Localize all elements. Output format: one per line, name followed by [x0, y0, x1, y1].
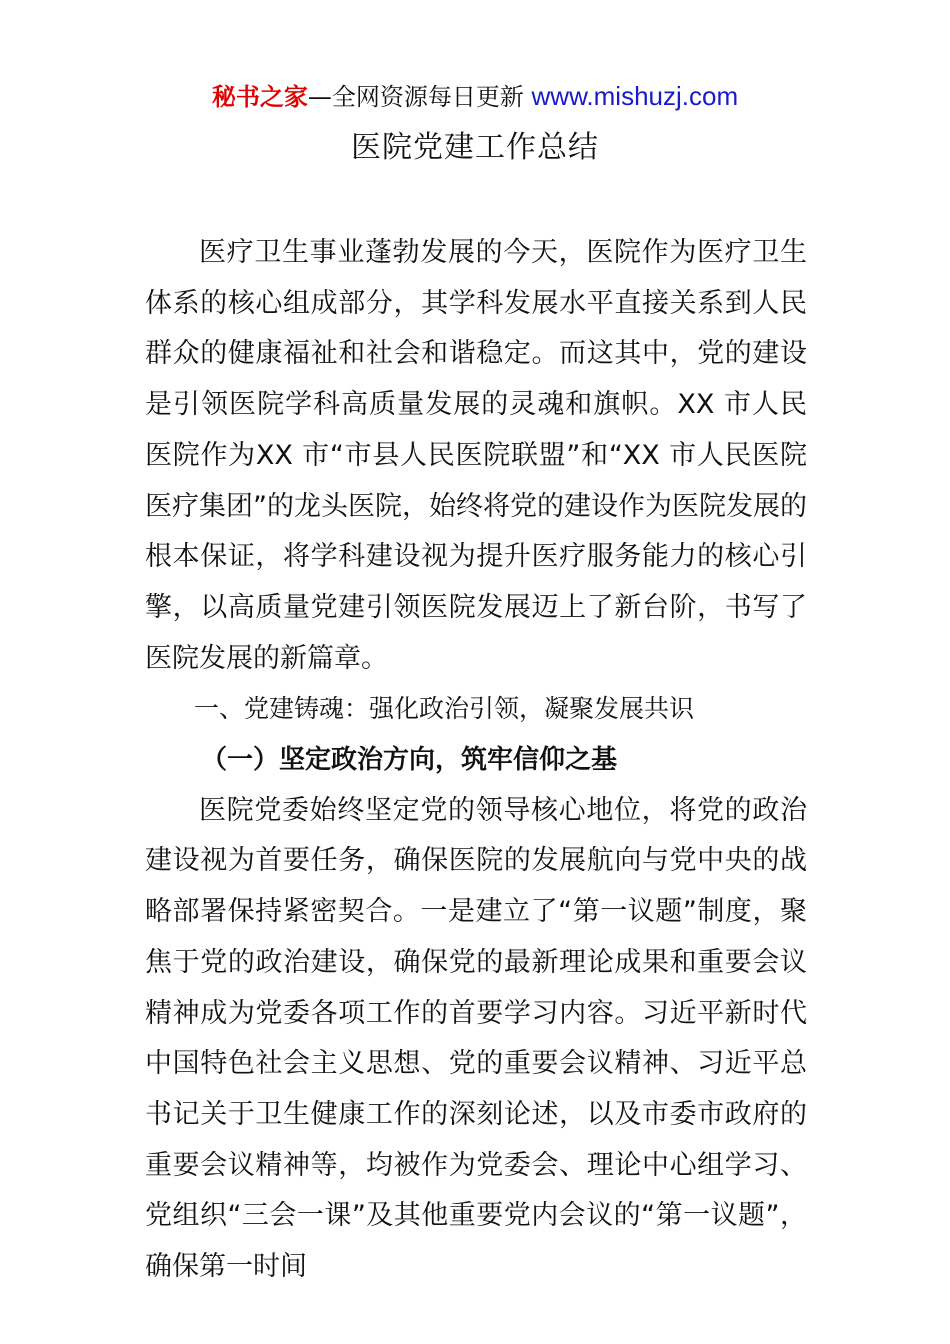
site-header — [0, 80, 950, 113]
header-tagline: —全网资源每日更新 — [307, 83, 524, 111]
section-heading: 一、党建铸魂：强化政治引领，凝聚发展共识 — [194, 694, 695, 724]
subsection-heading: （一）坚定政治方向，筑牢信仰之基 — [201, 745, 618, 776]
document-title: 医院党建工作总结 — [351, 130, 599, 165]
brand-name: 秘书之家 — [211, 83, 308, 111]
intro-paragraph: 医疗卫生事业蓬勃发展的今天，医院作为医疗卫生体系的核心组成部分，其学科发展水平直接关系到人民群众的健康福祉和社会和谐稳定。而这其中，党的建设是引领医院学科高质量发展的灵魂和旗帜。XX 市人民医院作为XX 市“市县人民医院联盟”和“XX 市人民医院医疗集团”的龙头医院，始终将党的建设作为医院发展的根本保证，将学科建设视为提升医疗服务能力的核心引擎，以高质量党建引领医院发展迈上了新台阶，书写了医院发展的新篇章。 — [145, 237, 807, 674]
document-body — [145, 228, 807, 1293]
body-paragraph: 医院党委始终坚定党的领导核心地位，将党的政治建设视为首要任务，确保医院的发展航向与党中央的战略部署保持紧密契合。一是建立了“第一议题”制度，聚焦于党的政治建设，确保党的最新理论成果和重要会议精神成为党委各项工作的首要学习内容。习近平新时代中国特色社会主义思想、党的重要会议精神、习近平总书记关于卫生健康工作的深刻论述，以及市委市政府的重要会议精神等，均被作为党委会、理论中心组学习、党组织“三会一课”及其他重要党内会议的“第一议题”，确保第一时间 — [145, 794, 807, 1283]
site-url-link[interactable]: www.mishuzj.com — [531, 81, 739, 111]
